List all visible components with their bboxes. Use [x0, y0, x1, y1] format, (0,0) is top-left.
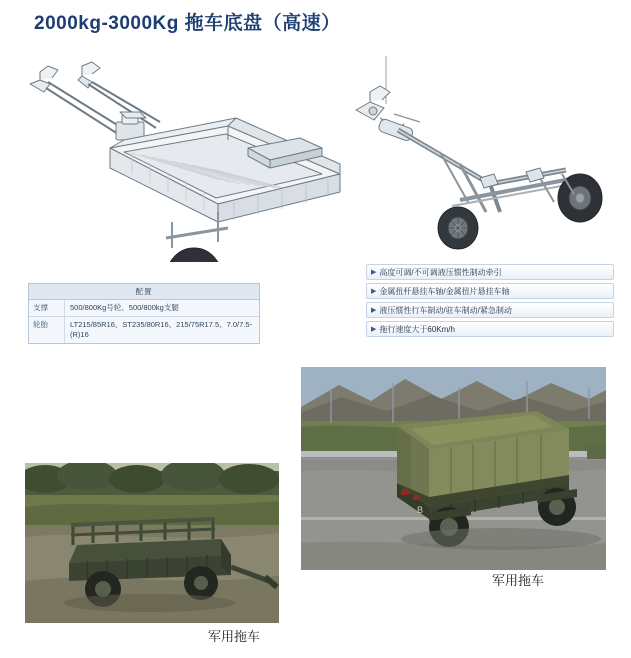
photo-caption-left: 军用拖车 — [208, 629, 261, 644]
list-item — [366, 302, 614, 318]
svg-text:B: B — [417, 505, 424, 515]
spec-table-header: 配置 — [29, 284, 259, 300]
arrow-right-icon: ▶ — [371, 325, 377, 333]
list-item-label: 高度可调/不可调液压惯性制动牵引 — [379, 267, 502, 277]
list-item-label: 液压惯性行车制动/驻车制动/紧急制动 — [379, 305, 512, 315]
table-row — [29, 300, 259, 317]
table-row — [29, 317, 259, 343]
list-item — [366, 283, 614, 299]
towbar-and-axle-line-drawing — [340, 52, 615, 262]
feature-list — [366, 264, 614, 340]
trailer-chassis-line-drawing — [22, 52, 342, 262]
spec-value: 500/800Kg号轮、500/800kg支腿 — [70, 303, 179, 312]
spec-key: 轮胎 — [29, 317, 65, 343]
spec-key: 支撑 — [29, 300, 65, 316]
page-title: 2000kg-3000Kg 拖车底盘（高速） — [34, 13, 341, 34]
arrow-right-icon: ▶ — [371, 268, 377, 276]
list-item-label: 金属扭杆悬挂车轴/金属扭片悬挂车轴 — [379, 286, 510, 296]
spec-value: LT215/85R16、ST235/80R16、215/75R17.5、7.0/7.5-(R)16 — [70, 320, 253, 340]
list-item-label: 拖行速度大于60Km/h — [379, 324, 455, 334]
list-item — [366, 264, 614, 280]
list-item — [366, 321, 614, 337]
spec-table — [28, 283, 260, 344]
military-trailer-canvas-cover-photo — [300, 366, 607, 571]
photo-caption-right: 军用拖车 — [492, 573, 545, 588]
arrow-right-icon: ▶ — [371, 306, 377, 314]
arrow-right-icon: ▶ — [371, 287, 377, 295]
military-trailer-open-bed-photo — [24, 462, 280, 624]
